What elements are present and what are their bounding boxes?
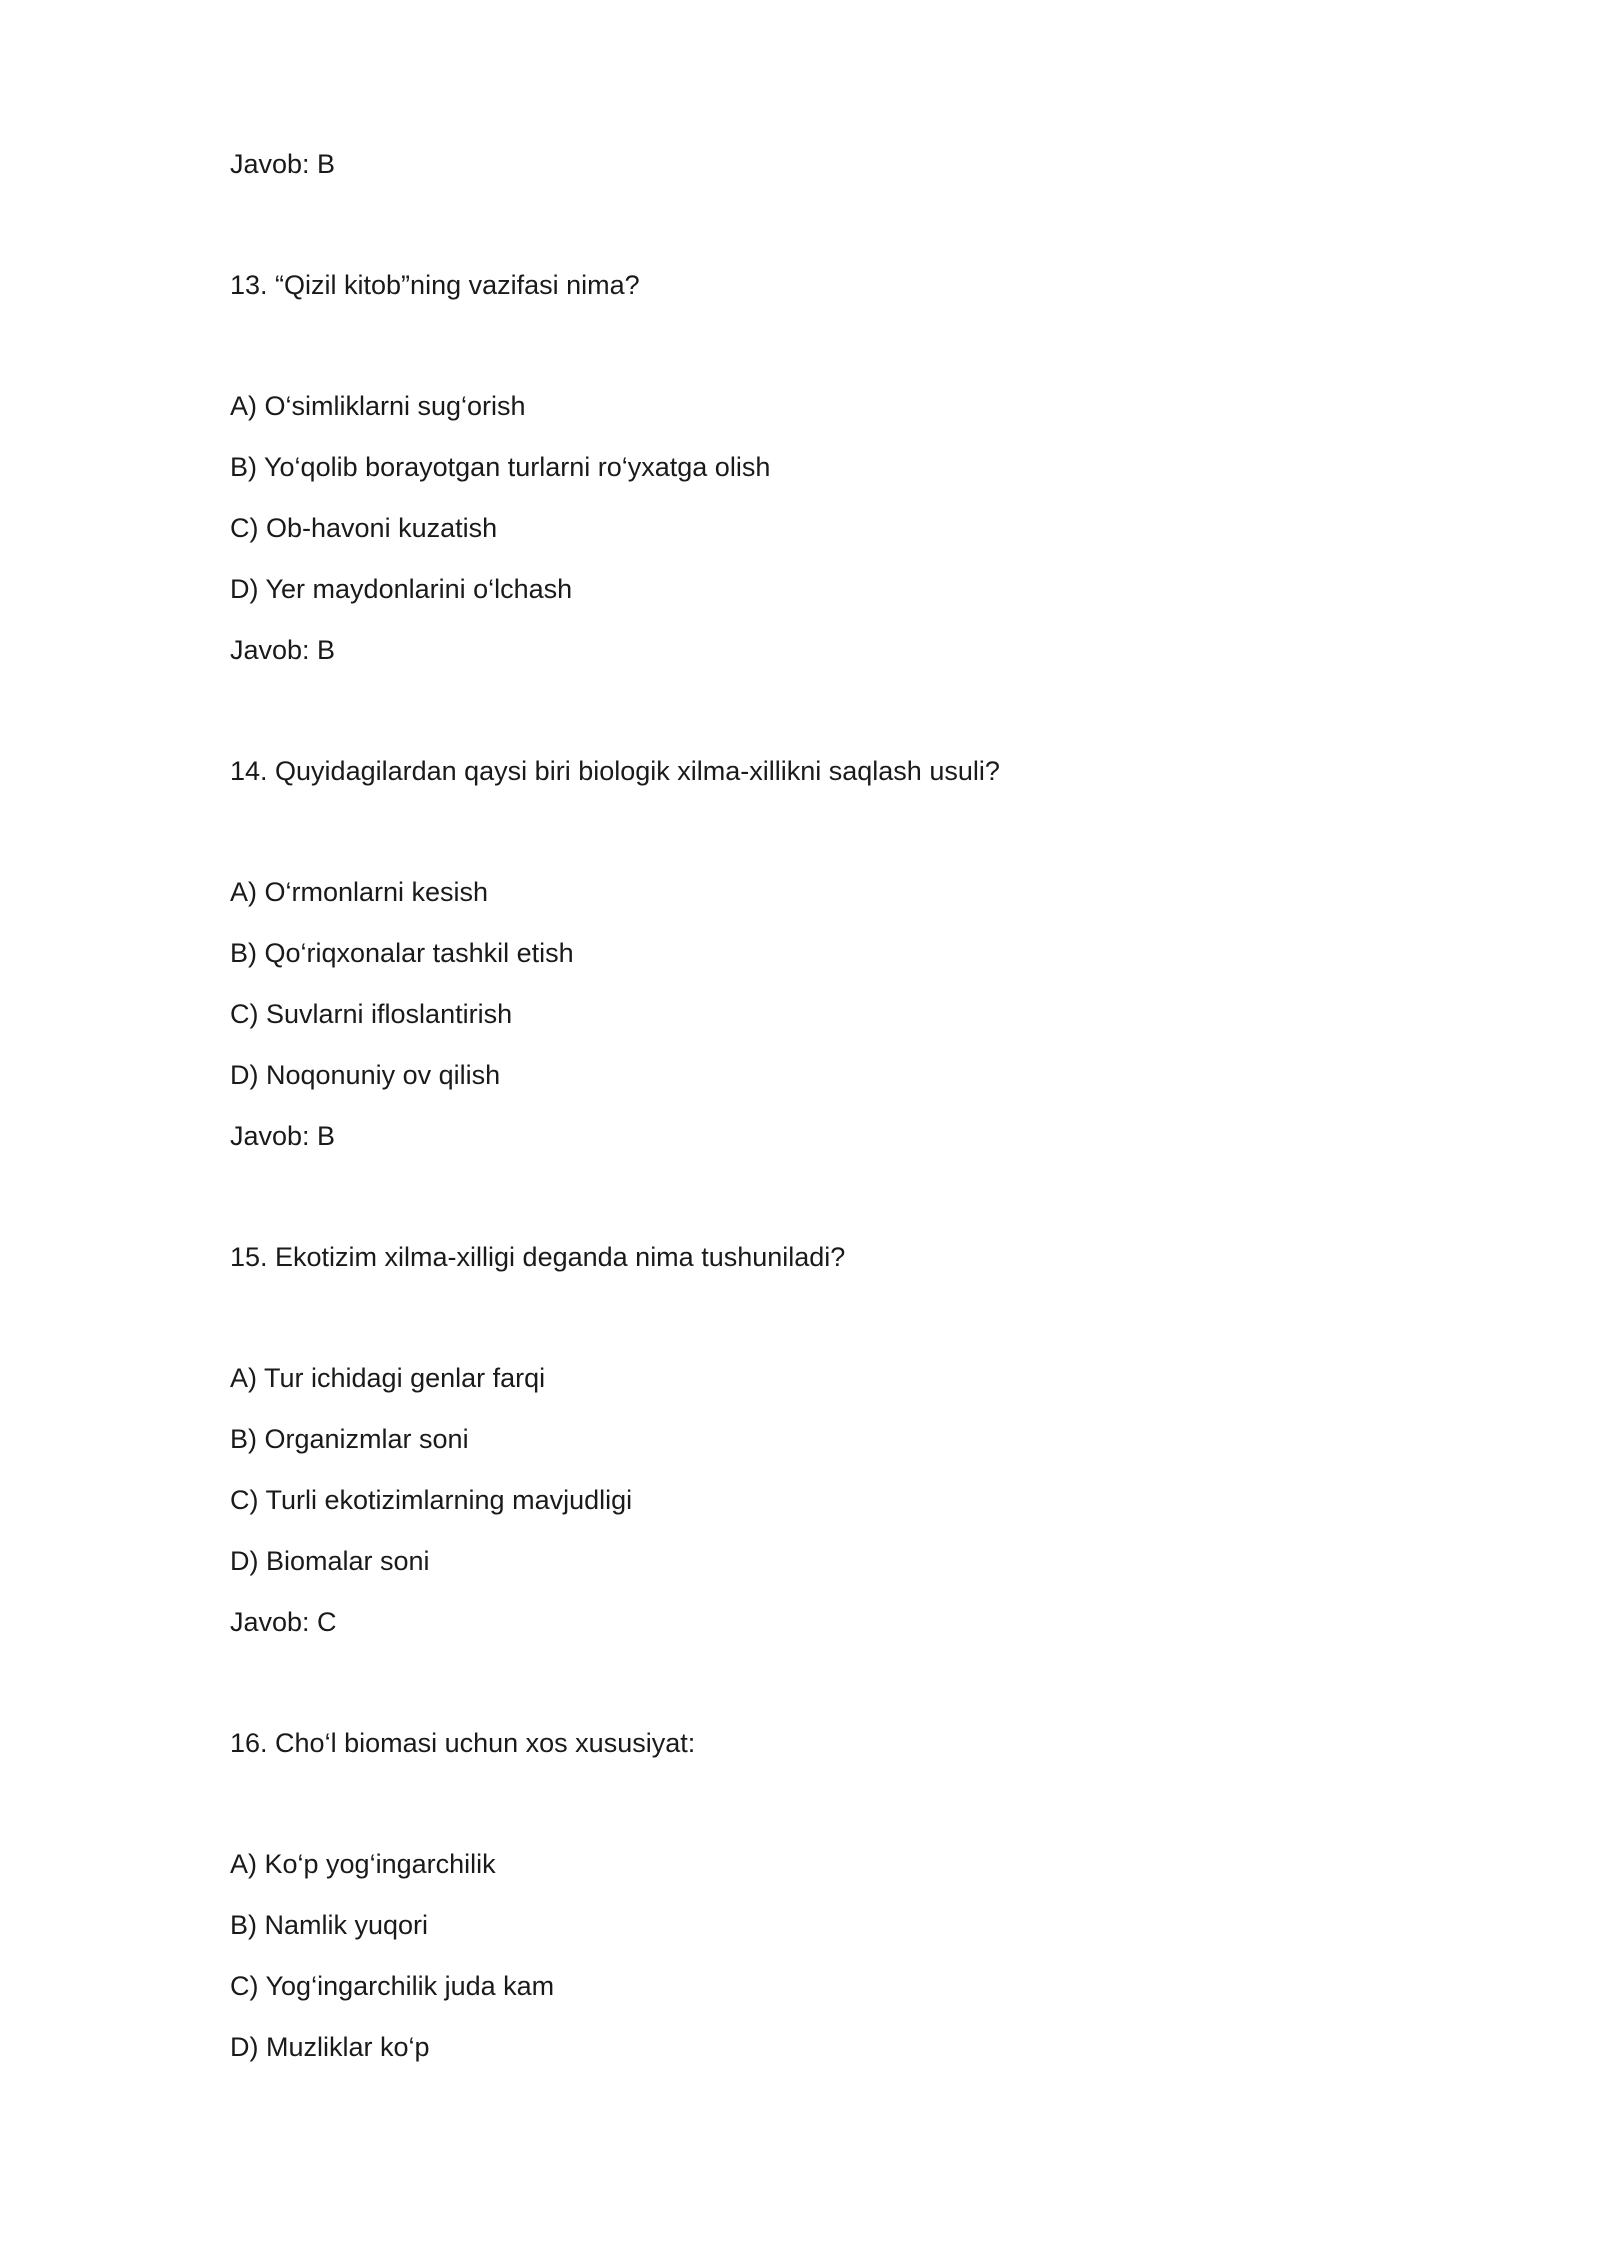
q13-option-c: C) Ob-havoni kuzatish <box>230 513 498 543</box>
question-15: 15. Ekotizim xilma-xilligi deganda nima tushuniladi? <box>230 1242 846 1272</box>
q15-option-d: D) Biomalar soni <box>230 1546 430 1576</box>
q14-option-a: A) O‘rmonlarni kesish <box>230 877 489 907</box>
previous-answer: Javob: B <box>230 149 336 179</box>
q15-answer: Javob: C <box>230 1607 337 1637</box>
q15-option-c: C) Turli ekotizimlarning mavjudligi <box>230 1485 633 1515</box>
q16-option-a: A) Ko‘p yog‘ingarchilik <box>230 1849 496 1879</box>
q13-answer: Javob: B <box>230 635 336 665</box>
q15-option-a: A) Tur ichidagi genlar farqi <box>230 1363 546 1393</box>
q14-option-d: D) Noqonuniy ov qilish <box>230 1060 501 1090</box>
q16-option-c: C) Yog‘ingarchilik juda kam <box>230 1971 555 2001</box>
q16-option-d: D) Muzliklar ko‘p <box>230 2032 430 2062</box>
question-16: 16. Cho‘l biomasi uchun xos xususiyat: <box>230 1728 696 1758</box>
document-content <box>230 148 1430 2092</box>
q16-option-b: B) Namlik yuqori <box>230 1910 429 1940</box>
q15-option-b: B) Organizmlar soni <box>230 1424 469 1454</box>
q14-answer: Javob: B <box>230 1121 336 1151</box>
q14-option-b: B) Qo‘riqxonalar tashkil etish <box>230 938 574 968</box>
q13-option-d: D) Yer maydonlarini o‘lchash <box>230 574 573 604</box>
question-13: 13. “Qizil kitob”ning vazifasi nima? <box>230 270 640 300</box>
q14-option-c: C) Suvlarni ifloslantirish <box>230 999 513 1029</box>
question-14: 14. Quyidagilardan qaysi biri biologik xilma-xillikni saqlash usuli? <box>230 756 1000 786</box>
q13-option-b: B) Yo‘qolib borayotgan turlarni ro‘yxatga olish <box>230 452 771 482</box>
q13-option-a: A) O‘simliklarni sug‘orish <box>230 391 526 421</box>
